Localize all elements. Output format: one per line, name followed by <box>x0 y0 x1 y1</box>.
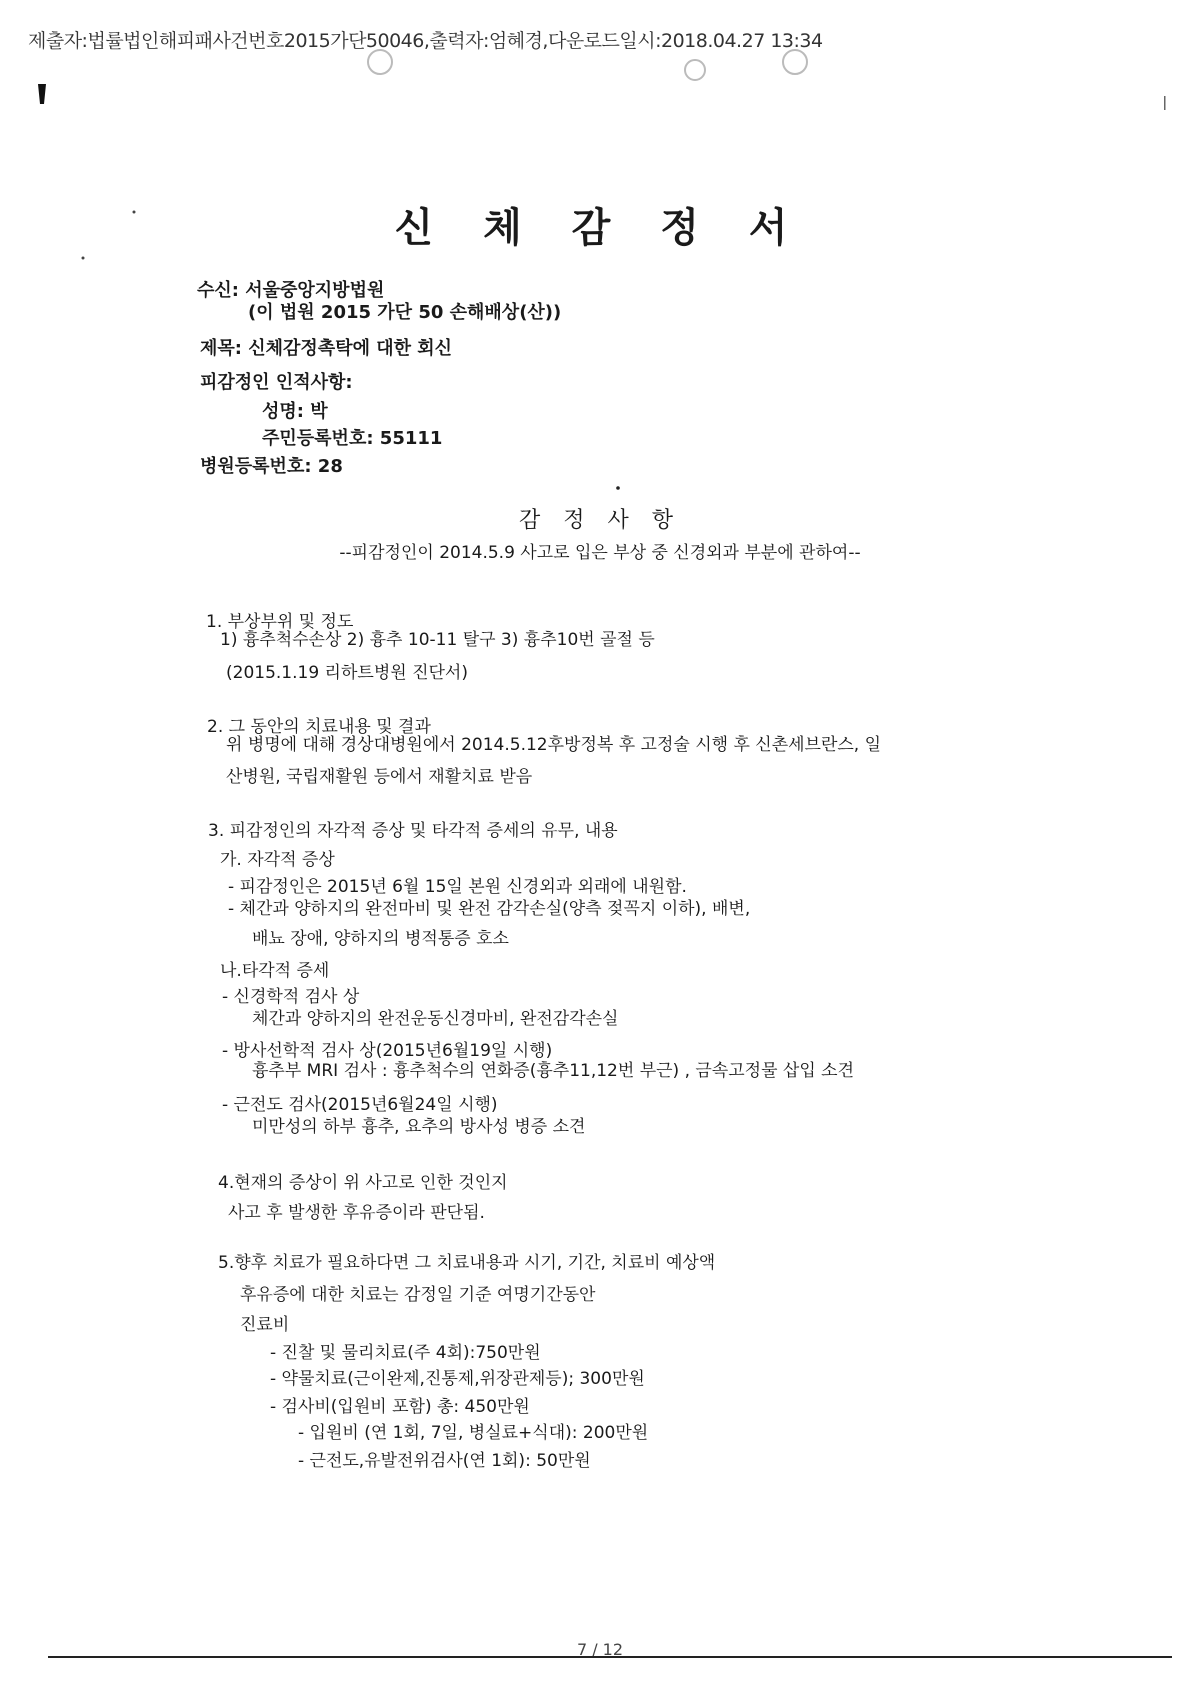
item-line: 체간과 양하지의 완전운동신경마비, 완전감각손실 <box>252 1009 619 1029</box>
subject-info-label: 피감정인 인적사항: <box>200 372 353 393</box>
item-line: - 체간과 양하지의 완전마비 및 완전 감각손실(양측 젖꼭지 이하), 배변, <box>228 899 751 919</box>
name-line: 성명: 박 <box>262 401 328 422</box>
item-line: 진료비 <box>240 1315 290 1335</box>
fax-header: 제출자:법률법인해피패사건번호2015가단50046,출력자:엄혜경,다운로드일시:2018.04.27 13:34 <box>28 30 823 52</box>
item-heading: 5.향후 치료가 필요하다면 그 치료내용과 시기, 기간, 치료비 예상액 <box>218 1253 716 1273</box>
item-line: - 진찰 및 물리치료(주 4회):750만원 <box>270 1343 541 1363</box>
item-line: - 신경학적 검사 상 <box>222 987 360 1007</box>
item-line: 후유증에 대한 치료는 감정일 기준 여명기간동안 <box>240 1285 596 1305</box>
section-subtitle: --피감정인이 2014.5.9 사고로 입은 부상 중 신경외과 부분에 관하여-- <box>339 543 861 563</box>
scan-mark <box>38 84 46 104</box>
item-line: - 근전도,유발전위검사(연 1회): 50만원 <box>298 1451 591 1471</box>
item-heading: 2. 그 동안의 치료내용 및 결과 <box>207 717 431 737</box>
item-line: (2015.1.19 리하트병원 진단서) <box>226 663 468 683</box>
item-subheading: 나.타각적 증세 <box>220 961 330 981</box>
scan-mark <box>1164 96 1166 110</box>
item-line: - 입원비 (연 1회, 7일, 병실료+식대): 200만원 <box>298 1423 649 1443</box>
item-line: - 근전도 검사(2015년6월24일 시행) <box>222 1095 498 1115</box>
hospital-number-line: 병원등록번호: 28 <box>200 456 343 477</box>
item-line: 1) 흉추척수손상 2) 흉추 10-11 탈구 3) 흉추10번 골절 등 <box>220 630 655 650</box>
item-line: - 검사비(입원비 포함) 총: 450만원 <box>270 1397 530 1417</box>
page-title: 신 체 감 정 서 <box>394 205 806 251</box>
section-title: 감 정 사 항 <box>519 508 681 533</box>
item-line: 산병원, 국립재활원 등에서 재활치료 받음 <box>226 767 533 787</box>
item-line: - 약물치료(근이완제,진통제,위장관제등); 300만원 <box>270 1369 645 1389</box>
item-heading: 4.현재의 증상이 위 사고로 인한 것인지 <box>218 1173 508 1193</box>
item-heading: 3. 피감정인의 자각적 증상 및 타각적 증세의 유무, 내용 <box>208 821 618 841</box>
scan-dot <box>616 486 620 490</box>
case-line: (이 법원 2015 가단 50 손해배상(산)) <box>248 302 562 323</box>
scan-blot <box>685 60 705 80</box>
footer-divider <box>48 1656 1172 1658</box>
item-line: 위 병명에 대해 경상대병원에서 2014.5.12후방정복 후 고정술 시행 후 신촌세브란스, 일 <box>226 735 882 755</box>
item-line: 배뇨 장애, 양하지의 병적통증 호소 <box>252 929 509 949</box>
recipient-line: 수신: 서울중앙지방법원 <box>197 280 385 301</box>
scan-blot <box>783 50 807 74</box>
item-heading: 1. 부상부위 및 정도 <box>206 612 354 632</box>
subject-line: 제목: 신체감정촉탁에 대한 회신 <box>200 338 453 359</box>
item-line: - 방사선학적 검사 상(2015년6월19일 시행) <box>222 1041 553 1061</box>
scan-dot <box>82 257 85 260</box>
item-line: 흉추부 MRI 검사 : 흉추척수의 연화증(흉추11,12번 부근) , 금속고정물 삽입 소견 <box>252 1061 854 1081</box>
item-subheading: 가. 자각적 증상 <box>220 850 335 870</box>
item-line: 사고 후 발생한 후유증이라 판단됨. <box>228 1203 485 1223</box>
scan-blot <box>368 50 392 74</box>
item-line: - 피감정인은 2015년 6월 15일 본원 신경외과 외래에 내원함. <box>228 877 687 897</box>
resident-number-line: 주민등록번호: 55111 <box>262 428 443 449</box>
item-line: 미만성의 하부 흉추, 요추의 방사성 병증 소견 <box>252 1117 586 1137</box>
page-number: 7 / 12 <box>576 1640 624 1659</box>
